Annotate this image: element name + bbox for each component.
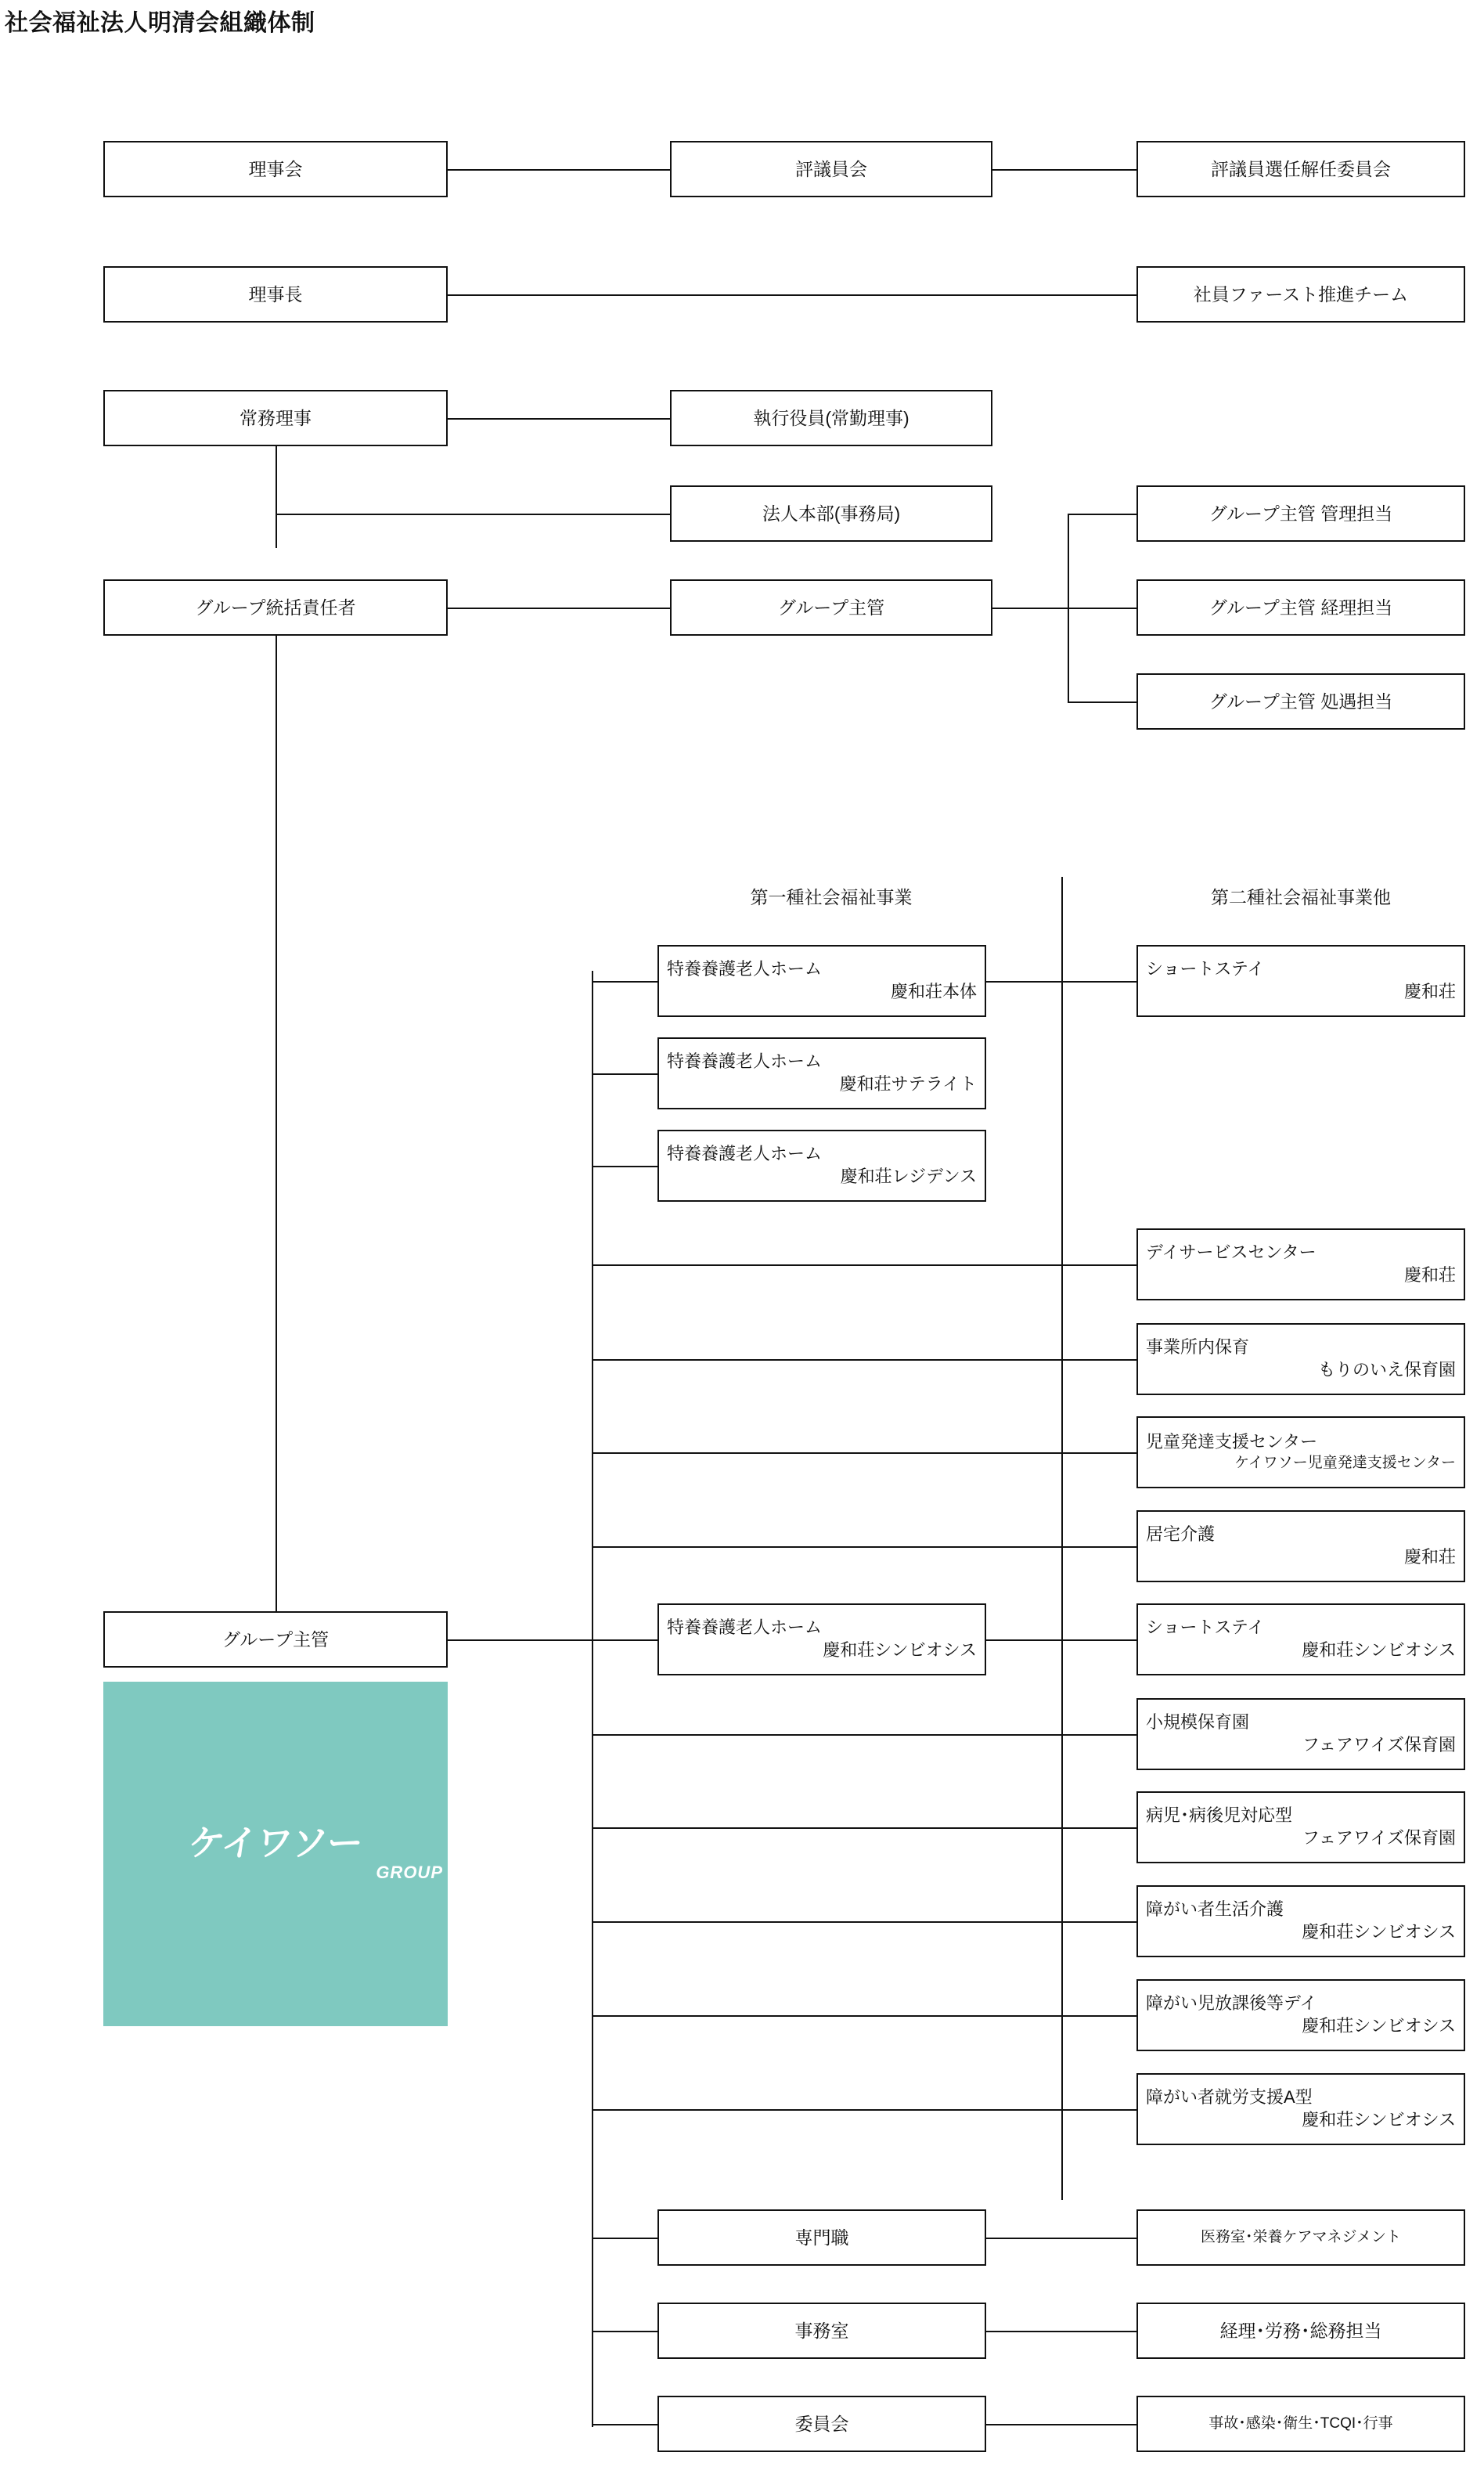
connector-shukan-left-to-bus bbox=[448, 1639, 592, 1641]
connector-bus-dayservice bbox=[592, 1264, 1136, 1266]
facility-line2: 慶和荘 bbox=[1403, 1265, 1456, 1285]
facility-line1: 特養養護老人ホーム bbox=[667, 1617, 823, 1638]
connector-tokatsu-shukan bbox=[448, 608, 670, 609]
connector-bus-shogaiji-houkago-day bbox=[592, 2015, 1136, 2017]
facility-line1: 事業所内保育 bbox=[1146, 1337, 1250, 1358]
node-group-shukan[interactable]: グループ主管 bbox=[670, 579, 992, 636]
node-houjin-honbu[interactable]: 法人本部(事務局) bbox=[670, 485, 992, 542]
node-group-shukan-kanri[interactable]: グループ主管 管理担当 bbox=[1136, 485, 1465, 542]
facility-line1: 特養養護老人ホーム bbox=[667, 959, 823, 979]
connector-bus-tokuyo-hontai bbox=[592, 981, 657, 983]
node-iryoshitsu-eiyo[interactable]: 医務室･栄養ケアマネジメント bbox=[1136, 2209, 1465, 2266]
connector-symbiosis-shortstay bbox=[986, 1639, 1136, 1641]
facility-line2: フェアワイズ保育園 bbox=[1302, 1828, 1456, 1848]
facility-line2: 慶和荘 bbox=[1403, 1547, 1456, 1567]
facility-line2: 慶和荘シンビオシス bbox=[1302, 2016, 1456, 2036]
facility-dayservice-keiwaso[interactable] bbox=[1136, 1228, 1465, 1300]
connector-bus-shokibo-hoikuen bbox=[592, 1734, 1136, 1736]
facility-line1: 特養養護老人ホーム bbox=[667, 1051, 823, 1072]
keiwaso-group-logo bbox=[103, 1682, 448, 2026]
connector-senmonshoku-iryoshitsu bbox=[986, 2238, 1136, 2239]
facility-shogai-seikatsu-kaigo[interactable] bbox=[1136, 1885, 1465, 1957]
connector-bus-jido-hattatsu bbox=[592, 1452, 1136, 1454]
facility-tokuyo-satellite[interactable] bbox=[657, 1037, 986, 1109]
facility-line2: 慶和荘シンビオシス bbox=[1302, 1922, 1456, 1942]
facility-byouji-taiou-hoikuen[interactable] bbox=[1136, 1791, 1465, 1863]
connector-rijicho-shain-first bbox=[448, 294, 1136, 296]
facility-line1: 障がい者生活介護 bbox=[1146, 1899, 1284, 1920]
connector-bus-byouji-taiou bbox=[592, 1827, 1136, 1829]
facility-shortstay-symbiosis[interactable] bbox=[1136, 1603, 1465, 1675]
facility-line2: 慶和荘シンビオシス bbox=[823, 1640, 977, 1660]
connector-jomu-shikko bbox=[448, 418, 670, 420]
facility-line2: 慶和荘シンビオシス bbox=[1302, 1640, 1456, 1660]
facility-line1: 特養養護老人ホーム bbox=[667, 1144, 823, 1164]
facility-line2: 慶和荘シンビオシス bbox=[1302, 2110, 1456, 2130]
node-rijicho[interactable]: 理事長 bbox=[103, 266, 448, 323]
facility-line2: フェアワイズ保育園 bbox=[1302, 1735, 1456, 1755]
connector-hyogiinkai-senninkainin bbox=[992, 169, 1136, 171]
facility-line1: 小規模保育園 bbox=[1146, 1712, 1250, 1733]
facility-tokuyo-hontai[interactable] bbox=[657, 945, 986, 1017]
connector-bracket-shogu bbox=[1068, 701, 1136, 703]
node-hyogiin-sennin-kainin-iinkai[interactable]: 評議員選任解任委員会 bbox=[1136, 141, 1465, 197]
connector-bus-tokuyo-residence bbox=[592, 1166, 657, 1167]
node-group-shukan-left[interactable]: グループ主管 bbox=[103, 1611, 448, 1668]
facility-shurou-shien-a-gata[interactable] bbox=[1136, 2073, 1465, 2145]
node-keiri-romu-somu[interactable]: 経理･労務･総務担当 bbox=[1136, 2303, 1465, 2359]
column-header-second-type: 第二種社会福祉事業他 bbox=[1211, 887, 1391, 907]
connector-bus-jigyosho-hoiku bbox=[592, 1359, 1136, 1361]
facility-jigyosho-nai-hoiku[interactable] bbox=[1136, 1323, 1465, 1395]
facility-tokuyo-symbiosis[interactable] bbox=[657, 1603, 986, 1675]
spine-tokatsu-to-shukan-left bbox=[276, 636, 277, 1639]
facility-line1: デイサービスセンター bbox=[1146, 1242, 1317, 1263]
column-header-first-type: 第一種社会福祉事業 bbox=[750, 887, 913, 907]
facility-line2: 慶和荘本体 bbox=[890, 982, 977, 1001]
facility-bus-vertical bbox=[592, 971, 593, 2427]
facility-line2: 慶和荘レジデンス bbox=[840, 1167, 977, 1186]
facility-line1: 児童発達支援センター bbox=[1146, 1432, 1318, 1452]
facility-shogaiji-houkago-day[interactable] bbox=[1136, 1979, 1465, 2051]
logo-main-text: ケイワソー bbox=[186, 1823, 366, 1863]
facility-shortstay-keiwaso[interactable] bbox=[1136, 945, 1465, 1017]
node-iinkai[interactable]: 委員会 bbox=[657, 2396, 986, 2452]
facility-line1: 障がい児放課後等デイ bbox=[1146, 1993, 1317, 2014]
facility-kyotaku-kaigo[interactable] bbox=[1136, 1510, 1465, 1582]
connector-bus-kyotaku-kaigo bbox=[592, 1546, 1136, 1548]
connector-shukan-bracket bbox=[992, 608, 1068, 609]
connector-bus-jimushitsu bbox=[592, 2331, 657, 2332]
connector-bracket-keiri bbox=[1068, 608, 1136, 609]
facility-line2: ケイワソー児童発達支援センター bbox=[1234, 1454, 1456, 1471]
node-jiko-kansen-eisei[interactable]: 事故･感染･衛生･TCQI･行事 bbox=[1136, 2396, 1465, 2452]
spine-jomu-down bbox=[276, 446, 277, 548]
connector-bus-shurou-shien-a bbox=[592, 2109, 1136, 2111]
facility-shokibo-hoikuen[interactable] bbox=[1136, 1698, 1465, 1770]
node-shikko-yakuin[interactable]: 執行役員(常勤理事) bbox=[670, 390, 992, 446]
node-jomu-riji[interactable]: 常務理事 bbox=[103, 390, 448, 446]
facility-line1: 病児･病後児対応型 bbox=[1146, 1805, 1293, 1826]
facility-line1: ショートステイ bbox=[1146, 959, 1265, 979]
connector-bus-tokuyo-satellite bbox=[592, 1073, 657, 1075]
facility-line1: 居宅介護 bbox=[1146, 1524, 1216, 1545]
node-senmonshoku[interactable]: 専門職 bbox=[657, 2209, 986, 2266]
connector-spine-honbu bbox=[276, 514, 670, 515]
node-group-shukan-keiri[interactable]: グループ主管 経理担当 bbox=[1136, 579, 1465, 636]
node-shain-first-team[interactable]: 社員ファースト推進チーム bbox=[1136, 266, 1465, 323]
connector-bus-tokuyo-symbiosis bbox=[592, 1639, 657, 1641]
facility-jido-hattatsu-center[interactable] bbox=[1136, 1416, 1465, 1488]
facility-line1: 障がい者就労支援A型 bbox=[1146, 2087, 1313, 2108]
node-group-tokatsu-sekininsha[interactable]: グループ統括責任者 bbox=[103, 579, 448, 636]
node-rijikai[interactable]: 理事会 bbox=[103, 141, 448, 197]
node-group-shukan-shogu[interactable]: グループ主管 処遇担当 bbox=[1136, 673, 1465, 730]
facility-line2: もりのいえ保育園 bbox=[1317, 1360, 1456, 1379]
connector-iinkai-jiko-kansen bbox=[986, 2424, 1136, 2425]
facility-line1: ショートステイ bbox=[1146, 1617, 1265, 1638]
connector-bus-senmonshoku bbox=[592, 2238, 657, 2239]
connector-jimushitsu-keiri-romu bbox=[986, 2331, 1136, 2332]
node-jimushitsu[interactable]: 事務室 bbox=[657, 2303, 986, 2359]
facility-tokuyo-residence[interactable] bbox=[657, 1130, 986, 1202]
node-hyogiinkai[interactable]: 評議員会 bbox=[670, 141, 992, 197]
facility-line2: 慶和荘サテライト bbox=[839, 1074, 977, 1094]
page-title: 社会福祉法人明清会組織体制 bbox=[5, 10, 315, 36]
connector-bus-iinkai bbox=[592, 2424, 657, 2425]
column-divider bbox=[1061, 877, 1063, 2200]
connector-bracket-kanri bbox=[1068, 514, 1136, 515]
connector-rijikai-hyogiinkai bbox=[448, 169, 670, 171]
connector-bus-shogai-seikatsu-kaigo bbox=[592, 1921, 1136, 1923]
logo-sub-text: GROUP bbox=[376, 1863, 443, 1882]
facility-line2: 慶和荘 bbox=[1403, 982, 1456, 1001]
connector-tokuyo-hontai-shortstay bbox=[986, 981, 1136, 983]
